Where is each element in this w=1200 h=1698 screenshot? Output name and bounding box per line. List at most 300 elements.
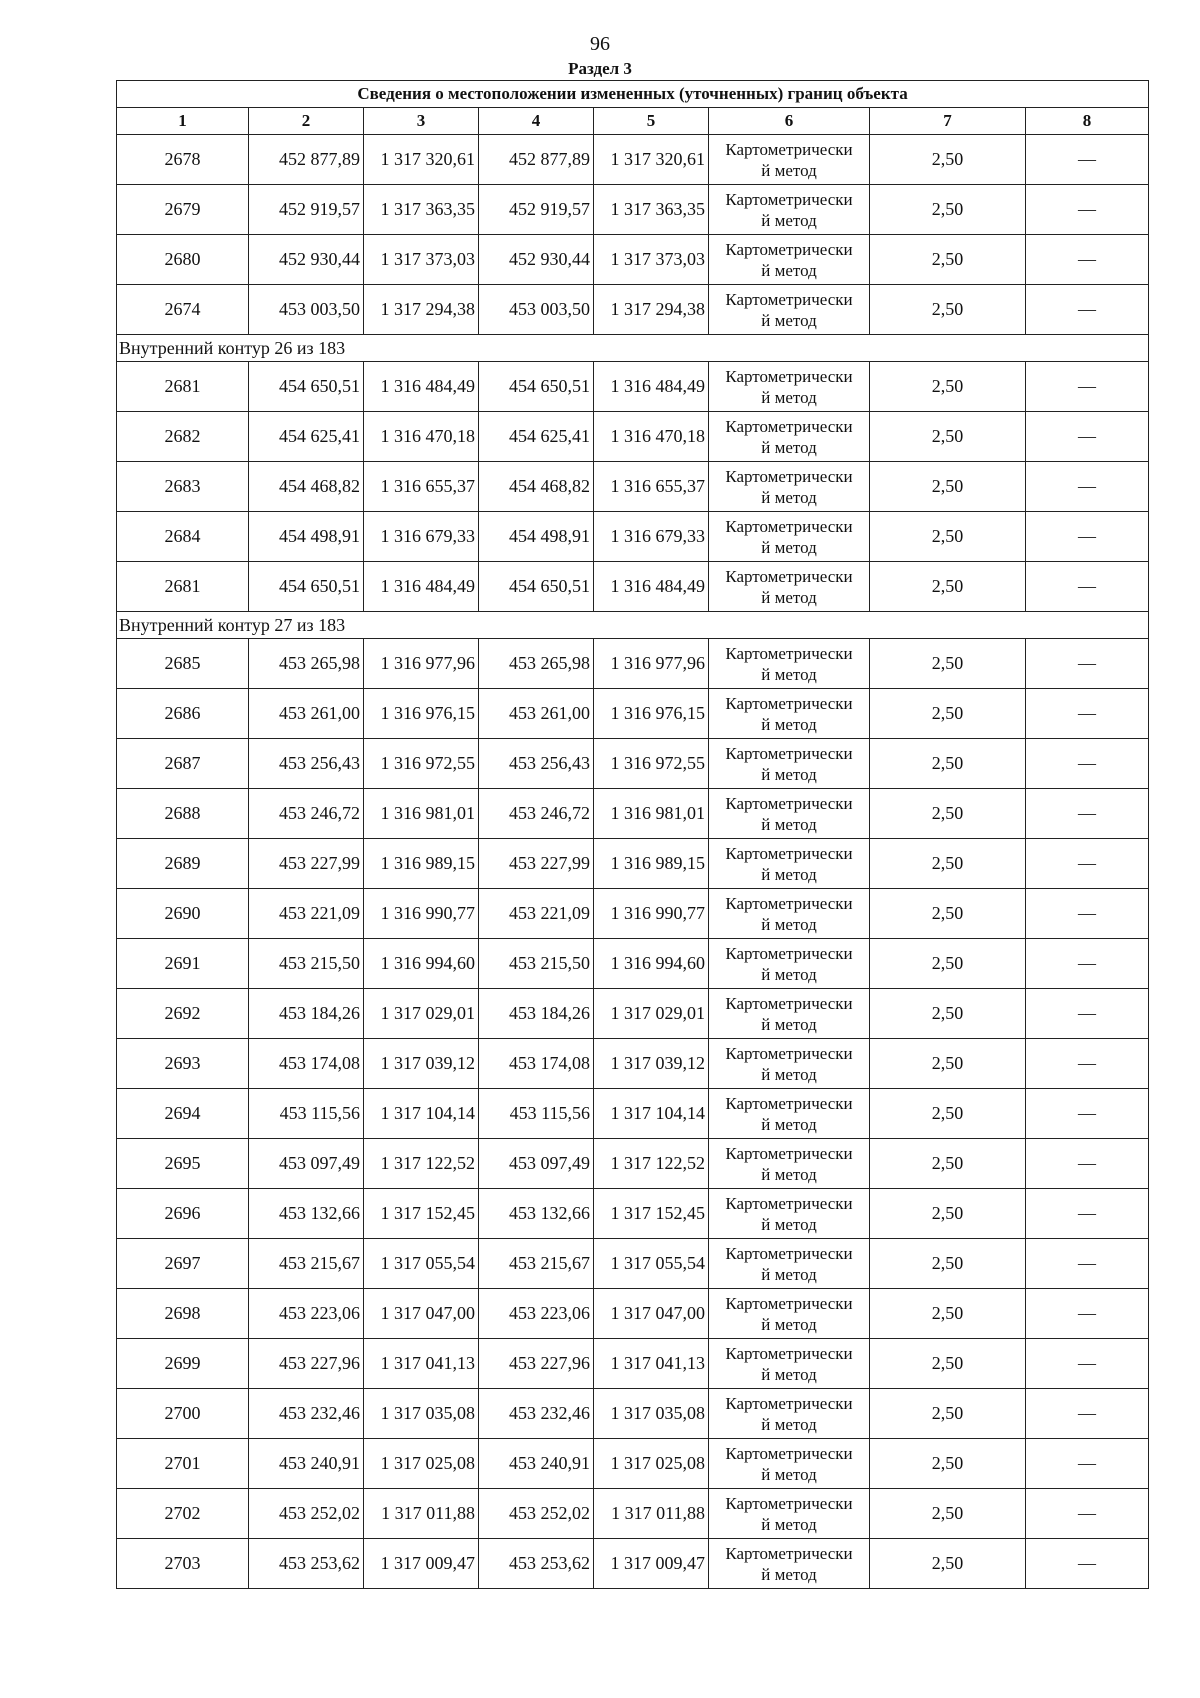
accuracy-cell: 2,50 xyxy=(870,689,1026,739)
column-header-7: 7 xyxy=(870,108,1026,135)
method-line-2: й метод xyxy=(761,1114,817,1134)
column-header-4: 4 xyxy=(479,108,594,135)
y-refined-cell: 1 317 011,88 xyxy=(594,1489,709,1539)
description-cell: — xyxy=(1026,285,1149,335)
table-row xyxy=(117,562,1149,612)
table-row xyxy=(117,1139,1149,1189)
x-refined-cell: 453 246,72 xyxy=(479,789,594,839)
x-existing-cell: 453 184,26 xyxy=(249,989,364,1039)
method-line-2: й метод xyxy=(761,1514,817,1534)
method-line-2: й метод xyxy=(761,487,817,507)
method-line-2: й метод xyxy=(761,1314,817,1334)
contour-heading-row xyxy=(117,612,1149,639)
description-cell: — xyxy=(1026,939,1149,989)
y-existing-cell: 1 317 011,88 xyxy=(364,1489,479,1539)
point-number-cell: 2674 xyxy=(117,285,249,335)
column-header-8: 8 xyxy=(1026,108,1149,135)
accuracy-cell: 2,50 xyxy=(870,639,1026,689)
accuracy-cell: 2,50 xyxy=(870,989,1026,1039)
y-existing-cell: 1 317 294,38 xyxy=(364,285,479,335)
y-existing-cell: 1 317 029,01 xyxy=(364,989,479,1039)
method-line-2: й метод xyxy=(761,1214,817,1234)
x-existing-cell: 452 930,44 xyxy=(249,235,364,285)
point-number-cell: 2693 xyxy=(117,1039,249,1089)
method-cell xyxy=(709,889,870,939)
table-row xyxy=(117,1039,1149,1089)
y-refined-cell: 1 317 035,08 xyxy=(594,1389,709,1439)
method-line-2: й метод xyxy=(761,1464,817,1484)
table-row xyxy=(117,1289,1149,1339)
method-line-1: Картометрически xyxy=(725,993,853,1013)
column-header-2: 2 xyxy=(249,108,364,135)
description-cell: — xyxy=(1026,639,1149,689)
method-line-2: й метод xyxy=(761,714,817,734)
point-number-cell: 2703 xyxy=(117,1539,249,1589)
description-cell: — xyxy=(1026,989,1149,1039)
column-header-3: 3 xyxy=(364,108,479,135)
method-line-1: Картометрически xyxy=(725,943,853,963)
x-refined-cell: 453 240,91 xyxy=(479,1439,594,1489)
y-existing-cell: 1 317 373,03 xyxy=(364,235,479,285)
x-existing-cell: 453 252,02 xyxy=(249,1489,364,1539)
x-existing-cell: 453 132,66 xyxy=(249,1189,364,1239)
method-line-2: й метод xyxy=(761,1014,817,1034)
table-row xyxy=(117,889,1149,939)
method-cell xyxy=(709,185,870,235)
x-existing-cell: 453 223,06 xyxy=(249,1289,364,1339)
method-line-1: Картометрически xyxy=(725,843,853,863)
x-refined-cell: 453 265,98 xyxy=(479,639,594,689)
y-refined-cell: 1 317 373,03 xyxy=(594,235,709,285)
x-existing-cell: 453 265,98 xyxy=(249,639,364,689)
point-number-cell: 2689 xyxy=(117,839,249,889)
description-cell: — xyxy=(1026,135,1149,185)
table-row xyxy=(117,185,1149,235)
method-line-2: й метод xyxy=(761,1064,817,1084)
accuracy-cell: 2,50 xyxy=(870,1489,1026,1539)
accuracy-cell: 2,50 xyxy=(870,235,1026,285)
y-existing-cell: 1 317 041,13 xyxy=(364,1339,479,1389)
x-refined-cell: 454 650,51 xyxy=(479,562,594,612)
boundary-coordinates-table xyxy=(116,80,1149,1589)
table-row xyxy=(117,689,1149,739)
method-cell xyxy=(709,235,870,285)
x-existing-cell: 453 253,62 xyxy=(249,1539,364,1589)
method-cell xyxy=(709,989,870,1039)
point-number-cell: 2685 xyxy=(117,639,249,689)
point-number-cell: 2688 xyxy=(117,789,249,839)
point-number-cell: 2690 xyxy=(117,889,249,939)
method-cell xyxy=(709,512,870,562)
description-cell: — xyxy=(1026,462,1149,512)
x-refined-cell: 453 003,50 xyxy=(479,285,594,335)
x-refined-cell: 454 498,91 xyxy=(479,512,594,562)
y-refined-cell: 1 317 029,01 xyxy=(594,989,709,1039)
x-refined-cell: 452 930,44 xyxy=(479,235,594,285)
x-refined-cell: 453 227,96 xyxy=(479,1339,594,1389)
x-existing-cell: 453 256,43 xyxy=(249,739,364,789)
y-existing-cell: 1 317 104,14 xyxy=(364,1089,479,1139)
method-cell xyxy=(709,412,870,462)
method-line-1: Картометрически xyxy=(725,793,853,813)
x-existing-cell: 453 232,46 xyxy=(249,1389,364,1439)
y-existing-cell: 1 316 679,33 xyxy=(364,512,479,562)
y-existing-cell: 1 317 009,47 xyxy=(364,1539,479,1589)
method-cell xyxy=(709,362,870,412)
x-refined-cell: 454 625,41 xyxy=(479,412,594,462)
y-existing-cell: 1 317 363,35 xyxy=(364,185,479,235)
table-row xyxy=(117,639,1149,689)
method-cell xyxy=(709,1289,870,1339)
point-number-cell: 2679 xyxy=(117,185,249,235)
y-refined-cell: 1 316 484,49 xyxy=(594,362,709,412)
table-row xyxy=(117,235,1149,285)
x-existing-cell: 453 174,08 xyxy=(249,1039,364,1089)
table-row xyxy=(117,1389,1149,1439)
y-refined-cell: 1 317 320,61 xyxy=(594,135,709,185)
accuracy-cell: 2,50 xyxy=(870,1439,1026,1489)
x-existing-cell: 453 215,50 xyxy=(249,939,364,989)
y-refined-cell: 1 317 041,13 xyxy=(594,1339,709,1389)
accuracy-cell: 2,50 xyxy=(870,889,1026,939)
method-line-1: Картометрически xyxy=(725,893,853,913)
x-refined-cell: 453 227,99 xyxy=(479,839,594,889)
y-existing-cell: 1 316 994,60 xyxy=(364,939,479,989)
method-cell xyxy=(709,1389,870,1439)
description-cell: — xyxy=(1026,1039,1149,1089)
x-existing-cell: 454 468,82 xyxy=(249,462,364,512)
method-cell xyxy=(709,1539,870,1589)
method-cell xyxy=(709,1489,870,1539)
y-refined-cell: 1 316 990,77 xyxy=(594,889,709,939)
table-body xyxy=(117,135,1149,1589)
x-existing-cell: 454 650,51 xyxy=(249,362,364,412)
y-refined-cell: 1 316 972,55 xyxy=(594,739,709,789)
method-line-2: й метод xyxy=(761,437,817,457)
method-line-1: Картометрически xyxy=(725,693,853,713)
description-cell: — xyxy=(1026,1489,1149,1539)
x-refined-cell: 453 221,09 xyxy=(479,889,594,939)
x-refined-cell: 453 261,00 xyxy=(479,689,594,739)
description-cell: — xyxy=(1026,362,1149,412)
method-line-2: й метод xyxy=(761,664,817,684)
y-refined-cell: 1 316 977,96 xyxy=(594,639,709,689)
table-row xyxy=(117,1239,1149,1289)
method-line-2: й метод xyxy=(761,210,817,230)
description-cell: — xyxy=(1026,1289,1149,1339)
accuracy-cell: 2,50 xyxy=(870,462,1026,512)
description-cell: — xyxy=(1026,1089,1149,1139)
description-cell: — xyxy=(1026,185,1149,235)
description-cell: — xyxy=(1026,512,1149,562)
y-refined-cell: 1 317 047,00 xyxy=(594,1289,709,1339)
method-cell xyxy=(709,689,870,739)
point-number-cell: 2699 xyxy=(117,1339,249,1389)
y-existing-cell: 1 317 122,52 xyxy=(364,1139,479,1189)
point-number-cell: 2702 xyxy=(117,1489,249,1539)
point-number-cell: 2692 xyxy=(117,989,249,1039)
y-existing-cell: 1 316 972,55 xyxy=(364,739,479,789)
x-existing-cell: 454 650,51 xyxy=(249,562,364,612)
method-cell xyxy=(709,739,870,789)
point-number-cell: 2695 xyxy=(117,1139,249,1189)
method-line-2: й метод xyxy=(761,587,817,607)
method-cell xyxy=(709,639,870,689)
description-cell: — xyxy=(1026,1339,1149,1389)
method-line-1: Картометрически xyxy=(725,416,853,436)
y-refined-cell: 1 316 976,15 xyxy=(594,689,709,739)
x-existing-cell: 453 227,99 xyxy=(249,839,364,889)
method-line-1: Картометрически xyxy=(725,1093,853,1113)
method-line-1: Картометрически xyxy=(725,466,853,486)
table-row xyxy=(117,1339,1149,1389)
table-row xyxy=(117,839,1149,889)
description-cell: — xyxy=(1026,839,1149,889)
x-existing-cell: 452 877,89 xyxy=(249,135,364,185)
table-row xyxy=(117,989,1149,1039)
method-line-2: й метод xyxy=(761,764,817,784)
y-existing-cell: 1 317 152,45 xyxy=(364,1189,479,1239)
description-cell: — xyxy=(1026,235,1149,285)
description-cell: — xyxy=(1026,1389,1149,1439)
y-refined-cell: 1 316 679,33 xyxy=(594,512,709,562)
method-line-1: Картометрически xyxy=(725,366,853,386)
x-existing-cell: 454 498,91 xyxy=(249,512,364,562)
table-row xyxy=(117,362,1149,412)
accuracy-cell: 2,50 xyxy=(870,285,1026,335)
x-refined-cell: 454 650,51 xyxy=(479,362,594,412)
method-cell xyxy=(709,839,870,889)
method-line-1: Картометрически xyxy=(725,1343,853,1363)
point-number-cell: 2682 xyxy=(117,412,249,462)
method-line-2: й метод xyxy=(761,914,817,934)
point-number-cell: 2698 xyxy=(117,1289,249,1339)
x-existing-cell: 453 246,72 xyxy=(249,789,364,839)
y-refined-cell: 1 317 363,35 xyxy=(594,185,709,235)
method-cell xyxy=(709,939,870,989)
x-existing-cell: 452 919,57 xyxy=(249,185,364,235)
table-row xyxy=(117,939,1149,989)
method-line-1: Картометрически xyxy=(725,239,853,259)
method-line-1: Картометрически xyxy=(725,516,853,536)
accuracy-cell: 2,50 xyxy=(870,739,1026,789)
description-cell: — xyxy=(1026,412,1149,462)
section-title: Раздел 3 xyxy=(568,59,632,78)
method-line-2: й метод xyxy=(761,814,817,834)
y-refined-cell: 1 316 989,15 xyxy=(594,839,709,889)
point-number-cell: 2678 xyxy=(117,135,249,185)
y-existing-cell: 1 316 484,49 xyxy=(364,562,479,612)
description-cell: — xyxy=(1026,739,1149,789)
y-refined-cell: 1 317 039,12 xyxy=(594,1039,709,1089)
point-number-cell: 2700 xyxy=(117,1389,249,1439)
description-cell: — xyxy=(1026,889,1149,939)
x-refined-cell: 453 253,62 xyxy=(479,1539,594,1589)
method-cell xyxy=(709,135,870,185)
contour-label: Внутренний контур 26 из 183 xyxy=(117,335,1149,362)
accuracy-cell: 2,50 xyxy=(870,789,1026,839)
y-refined-cell: 1 317 104,14 xyxy=(594,1089,709,1139)
y-existing-cell: 1 316 977,96 xyxy=(364,639,479,689)
column-header-5: 5 xyxy=(594,108,709,135)
accuracy-cell: 2,50 xyxy=(870,135,1026,185)
accuracy-cell: 2,50 xyxy=(870,512,1026,562)
point-number-cell: 2691 xyxy=(117,939,249,989)
point-number-cell: 2680 xyxy=(117,235,249,285)
table-row xyxy=(117,1489,1149,1539)
description-cell: — xyxy=(1026,789,1149,839)
table-row xyxy=(117,412,1149,462)
method-line-2: й метод xyxy=(761,1564,817,1584)
accuracy-cell: 2,50 xyxy=(870,1239,1026,1289)
table-caption: Сведения о местоположении измененных (уточненных) границ объекта xyxy=(117,81,1149,108)
method-line-1: Картометрически xyxy=(725,1443,853,1463)
point-number-cell: 2697 xyxy=(117,1239,249,1289)
method-cell xyxy=(709,462,870,512)
y-existing-cell: 1 316 655,37 xyxy=(364,462,479,512)
description-cell: — xyxy=(1026,1539,1149,1589)
x-existing-cell: 453 221,09 xyxy=(249,889,364,939)
description-cell: — xyxy=(1026,1239,1149,1289)
method-cell xyxy=(709,789,870,839)
method-line-2: й метод xyxy=(761,537,817,557)
method-line-1: Картометрически xyxy=(725,1193,853,1213)
method-line-1: Картометрически xyxy=(725,1243,853,1263)
point-number-cell: 2683 xyxy=(117,462,249,512)
accuracy-cell: 2,50 xyxy=(870,1289,1026,1339)
y-refined-cell: 1 317 152,45 xyxy=(594,1189,709,1239)
contour-heading-row xyxy=(117,335,1149,362)
x-refined-cell: 453 174,08 xyxy=(479,1039,594,1089)
accuracy-cell: 2,50 xyxy=(870,939,1026,989)
y-existing-cell: 1 317 035,08 xyxy=(364,1389,479,1439)
method-line-2: й метод xyxy=(761,964,817,984)
method-cell xyxy=(709,1089,870,1139)
accuracy-cell: 2,50 xyxy=(870,185,1026,235)
accuracy-cell: 2,50 xyxy=(870,1339,1026,1389)
x-refined-cell: 453 115,56 xyxy=(479,1089,594,1139)
method-cell xyxy=(709,285,870,335)
point-number-cell: 2696 xyxy=(117,1189,249,1239)
y-refined-cell: 1 317 294,38 xyxy=(594,285,709,335)
y-refined-cell: 1 316 981,01 xyxy=(594,789,709,839)
accuracy-cell: 2,50 xyxy=(870,839,1026,889)
table-row xyxy=(117,512,1149,562)
x-refined-cell: 452 919,57 xyxy=(479,185,594,235)
method-line-2: й метод xyxy=(761,1264,817,1284)
accuracy-cell: 2,50 xyxy=(870,1089,1026,1139)
y-existing-cell: 1 317 039,12 xyxy=(364,1039,479,1089)
accuracy-cell: 2,50 xyxy=(870,1189,1026,1239)
x-refined-cell: 453 184,26 xyxy=(479,989,594,1039)
method-cell xyxy=(709,1239,870,1289)
method-line-1: Картометрически xyxy=(725,743,853,763)
method-cell xyxy=(709,1439,870,1489)
method-line-1: Картометрически xyxy=(725,566,853,586)
method-cell xyxy=(709,562,870,612)
method-line-2: й метод xyxy=(761,1164,817,1184)
method-line-1: Картометрически xyxy=(725,1293,853,1313)
y-refined-cell: 1 316 470,18 xyxy=(594,412,709,462)
method-line-1: Картометрически xyxy=(725,1143,853,1163)
y-existing-cell: 1 316 981,01 xyxy=(364,789,479,839)
description-cell: — xyxy=(1026,562,1149,612)
x-existing-cell: 453 003,50 xyxy=(249,285,364,335)
page-number: 96 xyxy=(590,33,610,55)
x-existing-cell: 453 240,91 xyxy=(249,1439,364,1489)
method-cell xyxy=(709,1339,870,1389)
point-number-cell: 2701 xyxy=(117,1439,249,1489)
table-row xyxy=(117,285,1149,335)
y-existing-cell: 1 316 470,18 xyxy=(364,412,479,462)
y-refined-cell: 1 316 994,60 xyxy=(594,939,709,989)
description-cell: — xyxy=(1026,1139,1149,1189)
y-refined-cell: 1 317 025,08 xyxy=(594,1439,709,1489)
y-existing-cell: 1 316 484,49 xyxy=(364,362,479,412)
y-existing-cell: 1 316 989,15 xyxy=(364,839,479,889)
x-refined-cell: 453 132,66 xyxy=(479,1189,594,1239)
table-row xyxy=(117,1189,1149,1239)
accuracy-cell: 2,50 xyxy=(870,562,1026,612)
method-line-1: Картометрически xyxy=(725,1543,853,1563)
method-line-2: й метод xyxy=(761,864,817,884)
method-line-1: Картометрически xyxy=(725,289,853,309)
x-refined-cell: 453 232,46 xyxy=(479,1389,594,1439)
x-refined-cell: 453 215,50 xyxy=(479,939,594,989)
description-cell: — xyxy=(1026,1189,1149,1239)
x-refined-cell: 453 223,06 xyxy=(479,1289,594,1339)
method-cell xyxy=(709,1039,870,1089)
table-row xyxy=(117,1539,1149,1589)
column-header-1: 1 xyxy=(117,108,249,135)
y-existing-cell: 1 317 047,00 xyxy=(364,1289,479,1339)
point-number-cell: 2681 xyxy=(117,362,249,412)
y-refined-cell: 1 317 009,47 xyxy=(594,1539,709,1589)
method-line-2: й метод xyxy=(761,387,817,407)
x-existing-cell: 453 215,67 xyxy=(249,1239,364,1289)
x-refined-cell: 452 877,89 xyxy=(479,135,594,185)
accuracy-cell: 2,50 xyxy=(870,362,1026,412)
x-existing-cell: 453 227,96 xyxy=(249,1339,364,1389)
method-line-2: й метод xyxy=(761,310,817,330)
x-refined-cell: 453 215,67 xyxy=(479,1239,594,1289)
y-existing-cell: 1 316 976,15 xyxy=(364,689,479,739)
table-row xyxy=(117,1089,1149,1139)
y-refined-cell: 1 317 122,52 xyxy=(594,1139,709,1189)
point-number-cell: 2687 xyxy=(117,739,249,789)
method-line-1: Картометрически xyxy=(725,189,853,209)
point-number-cell: 2694 xyxy=(117,1089,249,1139)
x-existing-cell: 453 097,49 xyxy=(249,1139,364,1189)
method-line-1: Картометрически xyxy=(725,1393,853,1413)
point-number-cell: 2684 xyxy=(117,512,249,562)
y-existing-cell: 1 317 320,61 xyxy=(364,135,479,185)
method-line-2: й метод xyxy=(761,1364,817,1384)
method-cell xyxy=(709,1189,870,1239)
accuracy-cell: 2,50 xyxy=(870,1389,1026,1439)
table-row xyxy=(117,1439,1149,1489)
y-existing-cell: 1 317 055,54 xyxy=(364,1239,479,1289)
point-number-cell: 2686 xyxy=(117,689,249,739)
accuracy-cell: 2,50 xyxy=(870,1539,1026,1589)
y-existing-cell: 1 316 990,77 xyxy=(364,889,479,939)
description-cell: — xyxy=(1026,1439,1149,1489)
y-refined-cell: 1 316 655,37 xyxy=(594,462,709,512)
column-header-6: 6 xyxy=(709,108,870,135)
x-existing-cell: 453 115,56 xyxy=(249,1089,364,1139)
method-line-2: й метод xyxy=(761,160,817,180)
y-refined-cell: 1 316 484,49 xyxy=(594,562,709,612)
